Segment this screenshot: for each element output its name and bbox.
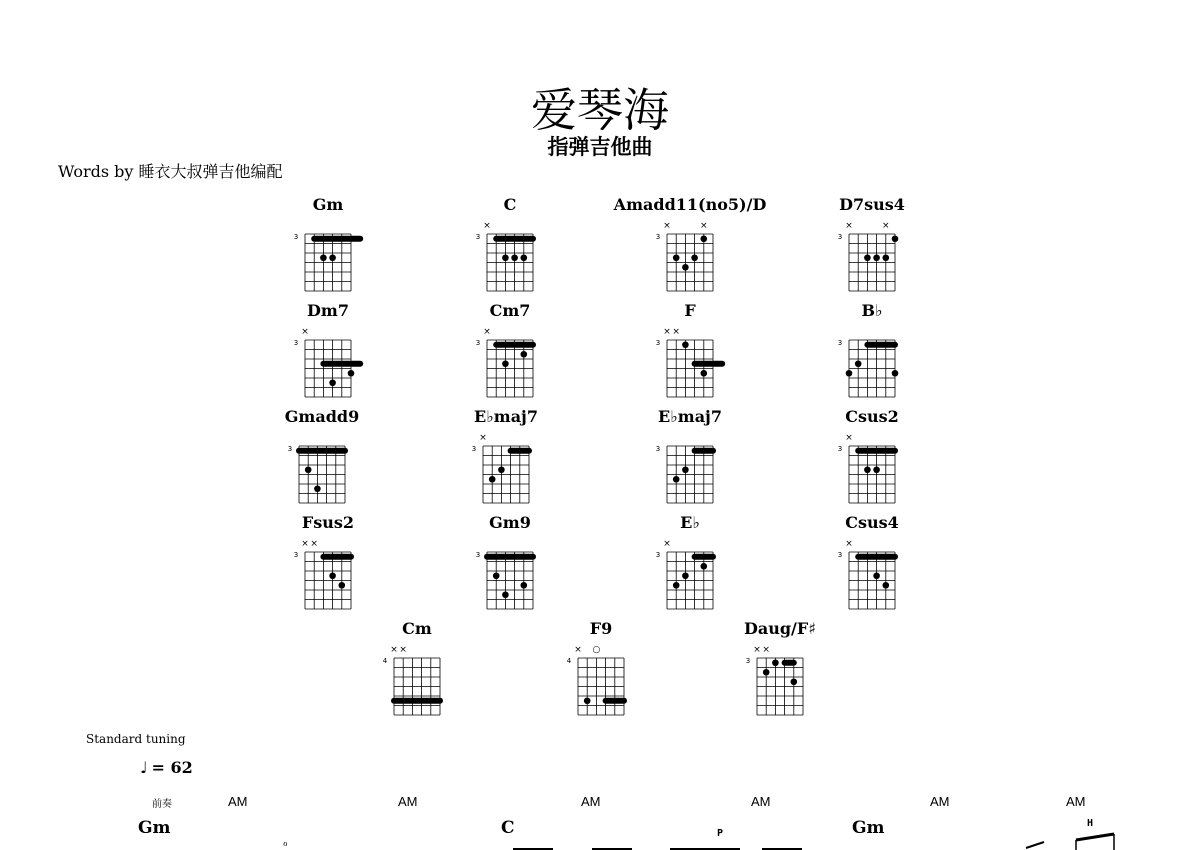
am-marker: AM (581, 794, 601, 809)
finger-dot (320, 254, 327, 261)
chord-diagram (838, 301, 899, 397)
finger-dot (673, 476, 680, 483)
chord-name: Csus4 (845, 513, 899, 532)
muted-string-mark: × (574, 645, 582, 655)
muted-string-mark: × (845, 539, 853, 549)
muted-string-mark: × (301, 539, 309, 549)
finger-dot (791, 678, 798, 685)
finger-dot (521, 582, 528, 589)
muted-string-mark: × (672, 327, 680, 337)
muted-string-mark: × (700, 221, 708, 231)
chord-diagram (285, 407, 359, 503)
fret-number: 3 (655, 445, 661, 453)
finger-dot (873, 466, 880, 473)
chord-diagram (383, 619, 440, 715)
finger-dot (855, 360, 862, 367)
muted-string-mark: × (753, 645, 761, 655)
finger-dot (511, 254, 518, 261)
finger-dot (305, 466, 312, 473)
chord-diagram (656, 513, 713, 609)
fret-number: 3 (655, 551, 661, 559)
chord-name: Gm (312, 195, 344, 214)
finger-dot (314, 485, 321, 492)
chord-diagram (472, 407, 538, 503)
finger-dot (864, 254, 871, 261)
fret-number: 3 (837, 445, 843, 453)
quarter-note-icon: ♩ (140, 758, 148, 777)
finger-dot (682, 264, 689, 271)
muted-string-mark: × (663, 221, 671, 231)
chord-name: F (684, 301, 696, 320)
finger-dot (502, 254, 509, 261)
chord-name: Cm (402, 619, 432, 638)
song-subtitle: 指弹吉他曲 (547, 135, 653, 159)
tempo-value: = 62 (151, 758, 193, 777)
finger-dot (521, 254, 528, 261)
finger-dot (701, 235, 708, 242)
chord-name: Gmadd9 (284, 407, 360, 426)
chord-diagram (476, 301, 533, 397)
finger-dot (339, 582, 346, 589)
muted-string-mark: × (663, 539, 671, 549)
muted-string-mark: × (390, 645, 398, 655)
fret-number: 4 (566, 657, 572, 665)
open-string-mark: ○ (592, 645, 601, 655)
muted-string-mark: × (483, 327, 491, 337)
finger-dot (329, 254, 336, 261)
finger-dot (691, 254, 698, 261)
muted-string-mark: × (310, 539, 318, 549)
chord-name: Cm7 (489, 301, 531, 320)
fret-number: 3 (287, 445, 293, 453)
chord-name: F9 (589, 619, 613, 638)
chord-name: Dm7 (307, 301, 349, 320)
muted-string-mark: × (845, 221, 853, 231)
chord-diagram (744, 619, 816, 715)
finger-dot (682, 572, 689, 579)
chord-name: E♭maj7 (658, 407, 722, 426)
tempo-marking (140, 758, 193, 777)
hammer-on-mark: H (1087, 818, 1094, 829)
muted-string-mark: × (882, 221, 890, 231)
fret-number: 3 (475, 233, 481, 241)
finger-dot (846, 370, 853, 377)
finger-dot (873, 254, 880, 261)
section-label: 前奏 (152, 799, 172, 810)
finger-dot (701, 563, 708, 570)
finger-dot (701, 370, 708, 377)
finger-dot (873, 572, 880, 579)
fret-number: 3 (471, 445, 477, 453)
staff-chord-label: Gm (138, 818, 171, 838)
fret-number: 3 (837, 233, 843, 241)
finger-dot (502, 591, 509, 598)
chord-diagram (294, 513, 354, 609)
finger-dot (493, 572, 500, 579)
chord-diagram (838, 195, 905, 291)
chord-name: E♭ (680, 513, 700, 532)
finger-dot (883, 582, 890, 589)
finger-dot (329, 379, 336, 386)
song-title: 爱琴海 (531, 83, 669, 137)
finger-dot (673, 254, 680, 261)
grace-mark: ℴ (283, 838, 288, 849)
finger-dot (521, 351, 528, 358)
finger-dot (502, 360, 509, 367)
finger-dot (584, 697, 591, 704)
am-marker: AM (930, 794, 950, 809)
finger-dot (892, 235, 899, 242)
am-marker: AM (228, 794, 248, 809)
finger-dot (772, 659, 779, 666)
chord-name: B♭ (861, 301, 883, 320)
finger-dot (883, 254, 890, 261)
chord-name: Gm9 (489, 513, 531, 532)
chord-diagram (476, 513, 533, 609)
muted-string-mark: × (479, 433, 487, 443)
chord-diagram (294, 195, 360, 291)
slur-mark (1026, 842, 1044, 848)
muted-string-mark: × (301, 327, 309, 337)
chord-diagram (656, 301, 722, 397)
fret-number: 3 (655, 233, 661, 241)
finger-dot (329, 572, 336, 579)
chord-diagram (476, 195, 533, 291)
muted-string-mark: × (762, 645, 770, 655)
am-marker: AM (751, 794, 771, 809)
chord-diagram (838, 513, 899, 609)
muted-string-mark: × (845, 433, 853, 443)
fret-number: 4 (382, 657, 388, 665)
finger-dot (892, 370, 899, 377)
chord-diagram (656, 407, 722, 503)
tuning-label: Standard tuning (86, 732, 186, 746)
chord-name: C (503, 195, 517, 214)
fret-number: 3 (293, 233, 299, 241)
pull-off-mark: P (717, 828, 724, 839)
finger-dot (348, 370, 355, 377)
finger-dot (673, 582, 680, 589)
chord-diagram (567, 619, 624, 715)
finger-dot (498, 466, 505, 473)
am-marker: AM (1066, 794, 1086, 809)
am-marker: AM (398, 794, 418, 809)
fret-number: 3 (837, 339, 843, 347)
finger-dot (864, 466, 871, 473)
chord-diagram (613, 195, 767, 291)
chord-name: Daug/F♯ (743, 619, 817, 638)
muted-string-mark: × (483, 221, 491, 231)
staff-chord-label: Gm (852, 818, 885, 838)
fret-number: 3 (745, 657, 751, 665)
beam (1076, 834, 1114, 840)
chord-name: Amadd11(no5)/D (613, 195, 767, 214)
finger-dot (682, 341, 689, 348)
fret-number: 3 (655, 339, 661, 347)
fret-number: 3 (475, 339, 481, 347)
finger-dot (763, 669, 770, 676)
chord-name: E♭maj7 (474, 407, 538, 426)
chord-name: Csus2 (845, 407, 899, 426)
chord-diagram (838, 407, 899, 503)
chord-name: D7sus4 (839, 195, 905, 214)
fret-number: 3 (475, 551, 481, 559)
muted-string-mark: × (663, 327, 671, 337)
fret-number: 3 (293, 339, 299, 347)
arranger-credit: Words by 睡衣大叔弹吉他编配 (58, 162, 283, 181)
chord-diagram (294, 301, 360, 397)
notation-fragments (0, 830, 1200, 850)
fret-number: 3 (837, 551, 843, 559)
muted-string-mark: × (399, 645, 407, 655)
staff-chord-label: C (501, 818, 515, 838)
chord-name: Fsus2 (301, 513, 355, 532)
finger-dot (682, 466, 689, 473)
fret-number: 3 (293, 551, 299, 559)
finger-dot (489, 476, 496, 483)
